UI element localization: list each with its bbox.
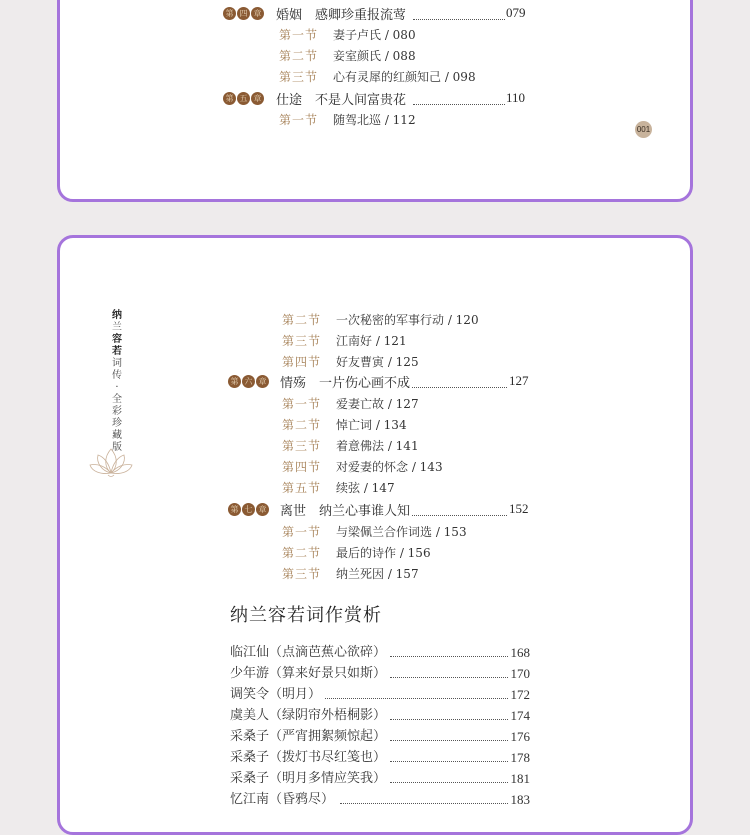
leader-dots [390,642,508,657]
poem-title: 忆江南（昏鸦尽） [230,792,335,807]
leader-dots [340,789,508,804]
chapter-badge [223,7,264,20]
poem-page: 168 [510,645,530,660]
poem-title: 临江仙（点滴芭蕉心欲碎） [230,645,387,660]
poem-page: 172 [510,687,530,702]
badge-char: 第 [228,503,241,516]
poem-title: 采桑子（明月多情应笑我） [230,771,387,786]
section-label: 第三节 [282,439,322,453]
section-label: 第二节 [279,49,319,63]
poem-page: 178 [510,750,530,765]
section-label: 第五节 [282,481,322,495]
leader-dots [390,726,508,741]
section-title: 江南好 / 121 [336,334,407,348]
section-title: 续弦 / 147 [336,481,395,495]
chapter-title: 情殇 一片伤心画不成 [280,376,411,391]
part-title: 纳兰容若词作赏析 [230,605,382,626]
poem-page: 181 [510,771,530,786]
badge-char: 四 [237,7,250,20]
section-title: 妾室颜氏 / 088 [333,49,416,63]
poem-title: 少年游（算来好景只如斯） [230,666,387,681]
leader-dots [390,768,508,783]
section-label: 第二节 [282,546,322,560]
badge-char: 五 [237,92,250,105]
section-title: 心有灵犀的红颜知己 / 098 [333,70,476,84]
section-title: 悼亡词 / 134 [336,418,407,432]
section-title: 爱妻亡故 / 127 [336,397,419,411]
poem-entry [230,642,530,663]
section-label: 第四节 [282,460,322,474]
chapter-badge [228,375,269,388]
chapter-title: 离世 纳兰心事谁人知 [280,504,411,519]
poem-title: 采桑子（严宵拥絮频惊起） [230,729,387,744]
section-title: 对爱妻的怀念 / 143 [336,460,443,474]
toc-page-1 [57,0,693,202]
poem-entry [230,663,530,684]
chapter-title: 婚姻 感卿珍重报流莺 [276,8,407,23]
poem-entry [230,768,530,789]
poem-entry [230,747,530,768]
leader-dots [390,663,508,678]
title-char: · [115,382,119,393]
side-book-title [110,310,124,454]
badge-char: 第 [223,7,236,20]
title-char: 纳 [112,310,122,321]
badge-char: 第 [228,375,241,388]
section-label: 第一节 [282,525,322,539]
toc-page-2 [57,235,693,835]
page-number-badge: 001 [635,121,652,138]
title-char: 传 [112,370,122,381]
section-label: 第三节 [282,567,322,581]
poem-page: 176 [510,729,530,744]
section-label: 第一节 [279,28,319,42]
section-title: 随驾北巡 / 112 [333,113,416,127]
poem-entry [230,726,530,747]
chapter-title: 仕途 不是人间富贵花 [276,93,407,108]
title-char: 若 [112,346,122,357]
badge-char: 六 [242,375,255,388]
badge-char: 第 [223,92,236,105]
title-char: 藏 [112,430,122,441]
badge-char: 章 [251,92,264,105]
leader-dots [325,684,508,699]
section-title: 着意佛法 / 141 [336,439,419,453]
leader-dots [412,373,507,388]
lotus-flower-icon [88,443,134,483]
title-char: 彩 [112,406,122,417]
chapter-page: 152 [509,501,529,516]
poem-entry [230,684,530,705]
poem-entry [230,789,530,810]
poem-page: 170 [510,666,530,681]
badge-char: 章 [256,503,269,516]
section-label: 第三节 [279,70,319,84]
poem-title: 调笑令（明月） [230,687,322,702]
leader-dots [413,5,505,20]
section-title: 妻子卢氏 / 080 [333,28,416,42]
chapter-page: 110 [506,90,526,105]
poem-page: 174 [510,708,530,723]
section-title: 与梁佩兰合作词选 / 153 [336,525,467,539]
chapter-page: 127 [509,373,529,388]
section-label: 第四节 [282,355,322,369]
title-char: 兰 [112,322,122,333]
badge-char: 七 [242,503,255,516]
section-title: 最后的诗作 / 156 [336,546,431,560]
title-char: 版 [112,442,122,453]
poem-title: 采桑子（拨灯书尽红笺也） [230,750,387,765]
section-label: 第三节 [282,334,322,348]
title-char: 全 [112,394,122,405]
leader-dots [390,747,508,762]
poem-page: 183 [510,792,530,807]
section-label: 第二节 [282,313,322,327]
badge-char: 章 [256,375,269,388]
title-char: 容 [112,334,122,345]
chapter-page: 079 [506,5,526,20]
badge-char: 章 [251,7,264,20]
title-char: 珍 [112,418,122,429]
title-char: 词 [112,358,122,369]
section-label: 第一节 [279,113,319,127]
leader-dots [390,705,508,720]
chapter-badge [228,503,269,516]
section-title: 好友曹寅 / 125 [336,355,419,369]
chapter-badge [223,92,264,105]
leader-dots [413,90,505,105]
section-label: 第二节 [282,418,322,432]
poem-entry [230,705,530,726]
section-title: 纳兰死因 / 157 [336,567,419,581]
poem-title: 虞美人（绿阴帘外梧桐影） [230,708,387,723]
section-label: 第一节 [282,397,322,411]
leader-dots [412,501,507,516]
section-title: 一次秘密的军事行动 / 120 [336,313,479,327]
